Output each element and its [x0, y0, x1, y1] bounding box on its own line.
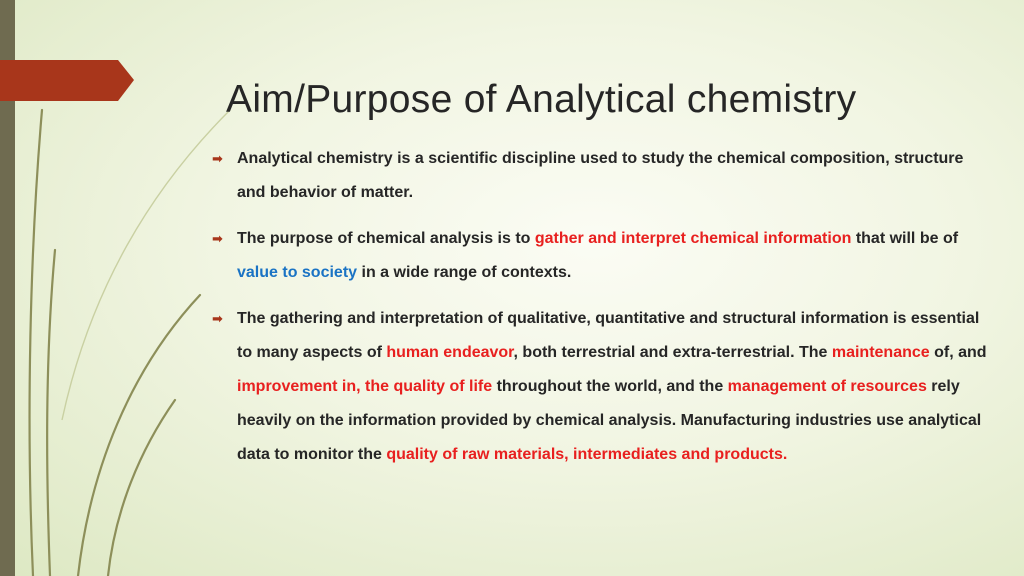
bullet-text: rely heavily on the information provided by chemical analysis. Manufacturing industries use analytical data to monitor the: [237, 378, 982, 463]
highlight-red: management of resources: [727, 378, 927, 395]
slide-title: Aim/Purpose of Analytical chemistry: [226, 78, 857, 122]
highlight-red: quality of raw materials, intermediates and products.: [386, 446, 788, 463]
bullet-text: throughout the world, and the: [492, 378, 728, 395]
bullet-text: that will be of: [851, 230, 959, 247]
arrow-right-icon: ➡: [212, 151, 223, 166]
bullet-item: [212, 302, 992, 472]
bullet-text: , both terrestrial and extra-terrestrial. The: [513, 344, 832, 361]
title-ribbon-arrow: [0, 0, 140, 110]
bullet-item: [212, 142, 992, 210]
highlight-red: maintenance: [831, 344, 930, 361]
bullet-text: The purpose of chemical analysis is to: [237, 230, 535, 247]
highlight-red: gather and interpret chemical information: [534, 230, 852, 247]
highlight-red: improvement in, the quality of life: [237, 378, 493, 395]
arrow-right-icon: ➡: [212, 311, 223, 326]
bullet-text: in a wide range of contexts.: [357, 264, 572, 281]
highlight-red: human endeavor: [386, 344, 514, 361]
bullet-text: Analytical chemistry is a scientific discipline used to study the chemical composition, structure and behavior of matter.: [237, 150, 964, 201]
bullet-text: of, and: [929, 344, 987, 361]
bullet-text: The gathering and interpretation of qualitative, quantitative and structural information is essential to many aspects of: [237, 310, 980, 361]
bullet-item: [212, 222, 992, 290]
highlight-blue: value to society: [237, 264, 358, 281]
bullet-list: [212, 142, 992, 484]
arrow-right-icon: ➡: [212, 231, 223, 246]
